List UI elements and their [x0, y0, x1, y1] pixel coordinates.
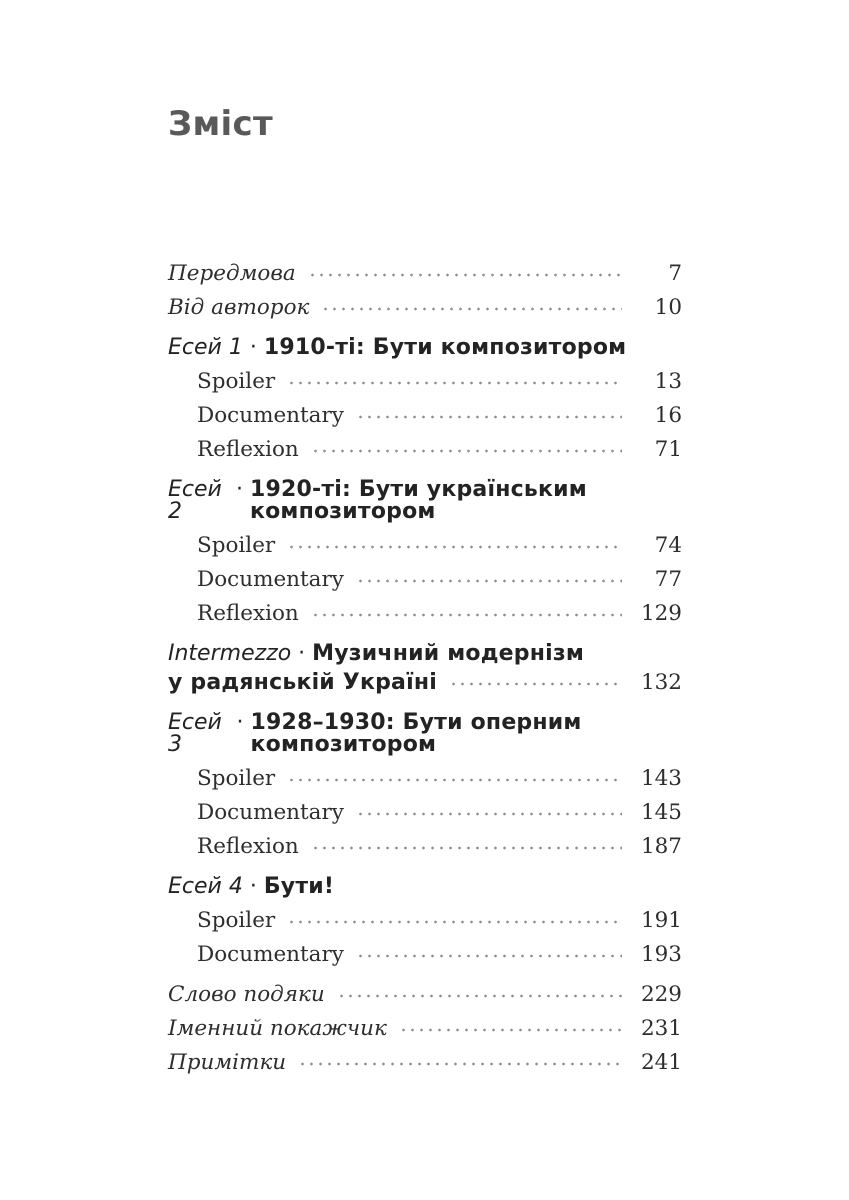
- dot-leader: [298, 1057, 622, 1069]
- toc-subentry-reflexion: [168, 603, 682, 625]
- entry-label: Примітки: [168, 1050, 287, 1075]
- subentry-label: Reflexion: [197, 834, 299, 859]
- section-prefix: Есей 1: [168, 335, 243, 360]
- toc-entry-vid-avtorok: [168, 297, 682, 319]
- section-prefix: Есей 4: [168, 874, 243, 899]
- section-title: 1920-ті: Бути українським композитором: [249, 477, 587, 524]
- toc-essay-2: [168, 479, 728, 625]
- dot-leader: [311, 841, 622, 853]
- toc-subentry-documentary: [168, 569, 682, 591]
- subentry-label: Spoiler: [197, 369, 276, 394]
- page-number: 129: [640, 601, 682, 626]
- page-number: 231: [640, 1016, 682, 1041]
- page-number: 10: [654, 295, 682, 320]
- toc-front-matter: [168, 263, 728, 319]
- entry-label: Слово подяки: [168, 982, 325, 1007]
- middle-dot-separator: ·: [298, 641, 306, 666]
- toc-entry-imennyi-pokazhchyk: [168, 1018, 682, 1040]
- subentry-label: Reflexion: [197, 437, 299, 462]
- dot-leader: [449, 677, 622, 689]
- toc-subentry-documentary: [168, 802, 682, 824]
- middle-dot-separator: ·: [236, 710, 244, 735]
- page-number: 13: [654, 369, 682, 394]
- page-title: Зміст: [168, 104, 273, 144]
- dot-leader: [287, 773, 622, 785]
- section-heading-essay-2: [168, 479, 682, 523]
- page-number: 77: [654, 567, 682, 592]
- toc-essay-4: [168, 876, 728, 966]
- toc-back-matter: [168, 984, 728, 1074]
- section-prefix: Intermezzo: [168, 641, 292, 666]
- toc-subentry-spoiler: [168, 910, 682, 932]
- section-prefix: Есей 3: [168, 710, 222, 757]
- middle-dot-separator: ·: [249, 874, 257, 899]
- dot-leader: [356, 410, 622, 422]
- middle-dot-separator: ·: [249, 335, 257, 360]
- toc-entry-prymitky: [168, 1052, 682, 1074]
- subentry-label: Spoiler: [197, 766, 276, 791]
- toc-intermezzo: [168, 643, 728, 694]
- section-heading-essay-4: [168, 876, 682, 898]
- dot-leader: [356, 574, 622, 586]
- toc-subentry-reflexion: [168, 836, 682, 858]
- dot-leader: [287, 915, 622, 927]
- page-number: 74: [654, 533, 682, 558]
- section-heading-essay-3: [168, 712, 682, 756]
- middle-dot-separator: ·: [235, 477, 243, 502]
- dot-leader: [311, 444, 622, 456]
- dot-leader: [321, 302, 622, 314]
- dot-leader: [337, 989, 622, 1001]
- section-heading-intermezzo-line2: [168, 672, 682, 694]
- page-number: 143: [640, 766, 682, 791]
- section-title: Бути!: [263, 874, 335, 899]
- subentry-label: Documentary: [197, 942, 344, 967]
- page-number: 71: [654, 437, 682, 462]
- subentry-label: Spoiler: [197, 908, 276, 933]
- toc-subentry-spoiler: [168, 535, 682, 557]
- entry-label: Передмова: [168, 261, 296, 286]
- subentry-label: Documentary: [197, 567, 344, 592]
- toc-subentry-documentary: [168, 944, 682, 966]
- page-number: 187: [640, 834, 682, 859]
- page-number: 16: [654, 403, 682, 428]
- section-title: 1910-ті: Бути композитором: [263, 335, 627, 360]
- section-heading-intermezzo-line1: [168, 643, 682, 665]
- dot-leader: [308, 268, 622, 280]
- section-title: 1928–1930: Бути оперним композитором: [250, 710, 582, 757]
- page-number: 191: [640, 908, 682, 933]
- dot-leader: [356, 949, 622, 961]
- dot-leader: [287, 376, 622, 388]
- page-number: 241: [640, 1050, 682, 1075]
- toc-subentry-spoiler: [168, 768, 682, 790]
- toc-subentry-documentary: [168, 405, 682, 427]
- entry-label: Від авторок: [168, 295, 310, 320]
- entry-label: Іменний покажчик: [168, 1016, 387, 1041]
- section-title: Музичний модернізм: [312, 641, 585, 666]
- section-title-continued: у радянській Україні: [168, 670, 437, 695]
- dot-leader: [356, 807, 622, 819]
- subentry-label: Reflexion: [197, 601, 299, 626]
- section-prefix: Есей 2: [168, 477, 222, 524]
- subentry-label: Documentary: [197, 800, 344, 825]
- dot-leader: [399, 1023, 622, 1035]
- toc-subentry-reflexion: [168, 439, 682, 461]
- page-number: 145: [640, 800, 682, 825]
- toc-subentry-spoiler: [168, 371, 682, 393]
- toc-entry-peredmova: [168, 263, 682, 285]
- dot-leader: [311, 608, 622, 620]
- section-heading-essay-1: [168, 337, 682, 359]
- page-number: 132: [640, 670, 682, 695]
- toc-essay-3: [168, 712, 728, 858]
- page-number: 7: [668, 261, 682, 286]
- page-number: 229: [640, 982, 682, 1007]
- subentry-label: Spoiler: [197, 533, 276, 558]
- toc-essay-1: [168, 337, 728, 461]
- subentry-label: Documentary: [197, 403, 344, 428]
- page-number: 193: [640, 942, 682, 967]
- toc-entry-slovo-podyaky: [168, 984, 682, 1006]
- dot-leader: [287, 540, 622, 552]
